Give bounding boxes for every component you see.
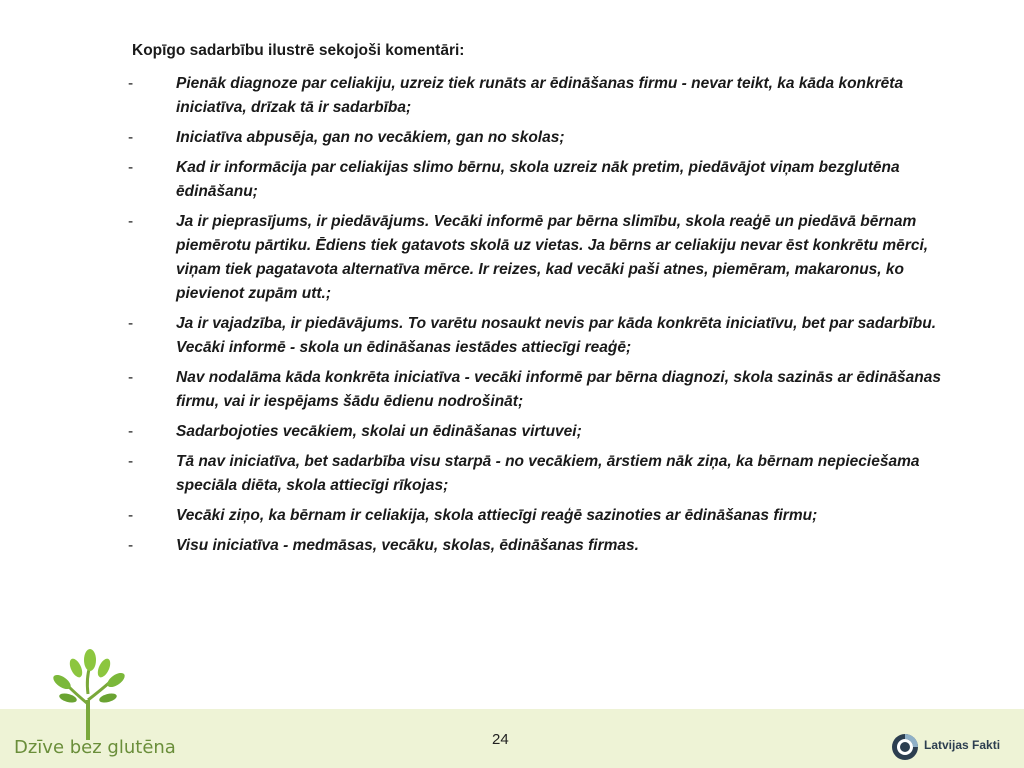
bullet-dash: - xyxy=(128,315,134,332)
list-item xyxy=(128,534,958,558)
bullet-dash: - xyxy=(128,159,134,176)
partner-name: Latvijas Fakti xyxy=(924,738,1001,752)
list-item xyxy=(128,210,958,306)
list-item xyxy=(128,312,958,360)
list-item xyxy=(128,504,958,528)
list-item xyxy=(128,156,958,204)
comment-text: Kad ir informācija par celiakijas slimo bērnu, skola uzreiz nāk pretim, piedāvājot viņam bezglutēna ēdināšanu; xyxy=(176,159,900,200)
tree-logo-icon xyxy=(46,648,130,740)
comment-text: Ja ir vajadzība, ir piedāvājums. To varētu nosaukt nevis par kāda konkrēta iniciatīvu, bet par sadarbību. Vecāki informē - skola un ēdināšanas iestādes attiecīgi reaģē; xyxy=(176,315,937,356)
brand-name: Dzīve bez glutēna xyxy=(14,737,176,758)
comment-text: Vecāki ziņo, ka bērnam ir celiakija, skola attiecīgi reaģē sazinoties ar ēdināšanas firmu; xyxy=(176,507,818,524)
bullet-dash: - xyxy=(128,507,134,524)
bullet-dash: - xyxy=(128,129,134,146)
comment-text: Ja ir pieprasījums, ir piedāvājums. Vecāki informē par bērna slimību, skola reaģē un piedāvā bērnam piemērotu pārtiku. Ēdiens tiek gatavots skolā uz vietas. Ja bērns ar celiakiju nevar ēst konkrētu mērci, viņam tiek pagatavota alternatīva mērce. Ir reizes, kad vecāki paši atnes, piemēram, makaronus, ko pievienot zupām utt.; xyxy=(176,213,929,302)
comment-list xyxy=(128,72,958,564)
comment-text: Pienāk diagnoze par celiakiju, uzreiz tiek runāts ar ēdināšanas firmu - nevar teikt, ka kāda konkrēta iniciatīva, drīzak tā ir sadarbība; xyxy=(176,75,904,116)
list-item xyxy=(128,72,958,120)
latvijas-fakti-logo-icon xyxy=(890,732,920,762)
list-item xyxy=(128,420,958,444)
page-number: 24 xyxy=(492,731,509,748)
bullet-dash: - xyxy=(128,423,134,440)
list-item xyxy=(128,450,958,498)
list-item xyxy=(128,366,958,414)
comment-text: Sadarbojoties vecākiem, skolai un ēdināšanas virtuvei; xyxy=(176,423,582,440)
comment-text: Visu iniciatīva - medmāsas, vecāku, skolas, ēdināšanas firmas. xyxy=(176,537,639,554)
intro-heading: Kopīgo sadarbību ilustrē sekojoši komentāri: xyxy=(132,42,465,59)
bullet-dash: - xyxy=(128,369,134,386)
bullet-dash: - xyxy=(128,537,134,554)
bullet-dash: - xyxy=(128,453,134,470)
comment-text: Nav nodalāma kāda konkrēta iniciatīva - vecāki informē par bērna diagnozi, skola sazinās ar ēdināšanas firmu, vai ir iespējams šādu ēdienu nodrošināt; xyxy=(176,369,941,410)
bullet-dash: - xyxy=(128,75,134,92)
comment-text: Tā nav iniciatīva, bet sadarbība visu starpā - no vecākiem, ārstiem nāk ziņa, ka bērnam nepieciešama speciāla diēta, skola attiecīgi rīkojas; xyxy=(176,453,920,494)
partner-logo xyxy=(890,730,1020,764)
list-item xyxy=(128,126,958,150)
comment-text: Iniciatīva abpusēja, gan no vecākiem, gan no skolas; xyxy=(176,129,565,146)
bullet-dash: - xyxy=(128,213,134,230)
